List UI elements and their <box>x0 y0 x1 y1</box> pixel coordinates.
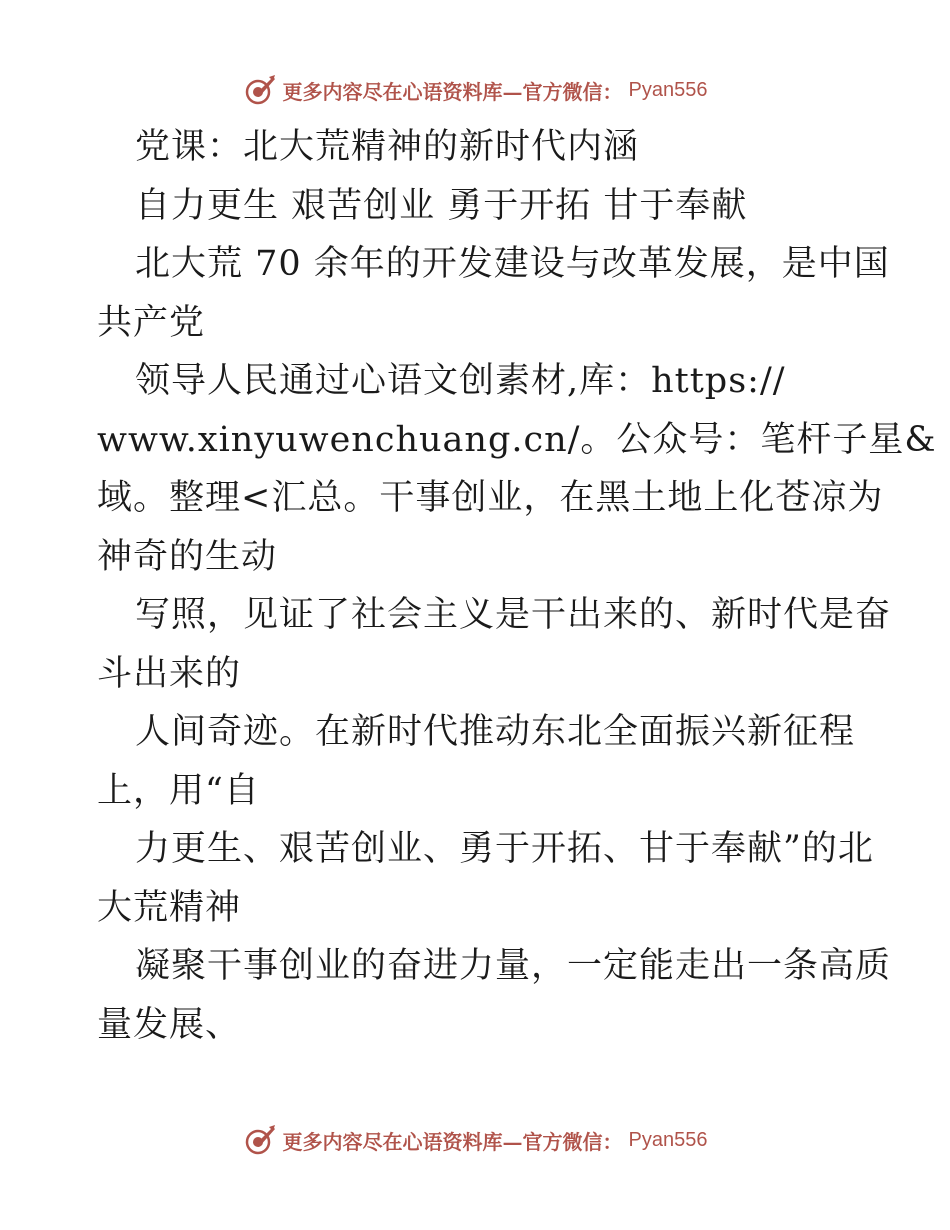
banner-text: 更多内容尽在心语资料库—官方微信： <box>282 1129 623 1154</box>
quill-logo-icon <box>243 73 277 107</box>
paragraph-line: 斗出来的 <box>97 653 242 694</box>
paragraph-line: 神奇的生动 <box>97 536 278 577</box>
quill-logo-icon <box>243 1123 277 1157</box>
paragraph-line: 域。整理<汇总。干事创业，在黑土地上化苍凉为 <box>97 478 884 518</box>
banner-wechat-id: Pyan556 <box>628 78 708 101</box>
paragraph-line: 北大荒 70 余年的开发建设与改革发展，是中国 <box>135 244 890 284</box>
doc-subtitle: 自力更生 艰苦创业 勇于开拓 甘于奉献 <box>135 185 748 226</box>
paragraph-line: 写照，见证了社会主义是干出来的、新时代是奋 <box>135 595 892 635</box>
paragraph-line: 领导人民通过心语文创素材,库：https:// <box>135 361 786 401</box>
paragraph-line: 共产党 <box>97 302 206 343</box>
footer-banner <box>0 1120 950 1160</box>
paragraph-line: 大荒精神 <box>97 887 242 928</box>
header-banner <box>0 70 950 110</box>
doc-title: 党课：北大荒精神的新时代内涵 <box>135 127 640 167</box>
banner-text: 更多内容尽在心语资料库—官方微信： <box>282 79 623 104</box>
banner-wechat-id: Pyan556 <box>628 1128 708 1151</box>
paragraph-line: www.xinyuwenchuang.cn/。公众号：笔杆子星& <box>97 419 937 460</box>
paragraph-line: 力更生、艰苦创业、勇于开拓、甘于奉献”的北 <box>135 829 874 869</box>
paragraph-line: 上，用“自 <box>97 770 260 811</box>
paragraph-line: 量发展、 <box>97 1004 242 1045</box>
paragraph-line: 凝聚干事创业的奋进力量，一定能走出一条高质 <box>135 946 892 986</box>
document-body <box>97 118 937 1054</box>
paragraph-line: 人间奇迹。在新时代推动东北全面振兴新征程 <box>135 712 856 752</box>
